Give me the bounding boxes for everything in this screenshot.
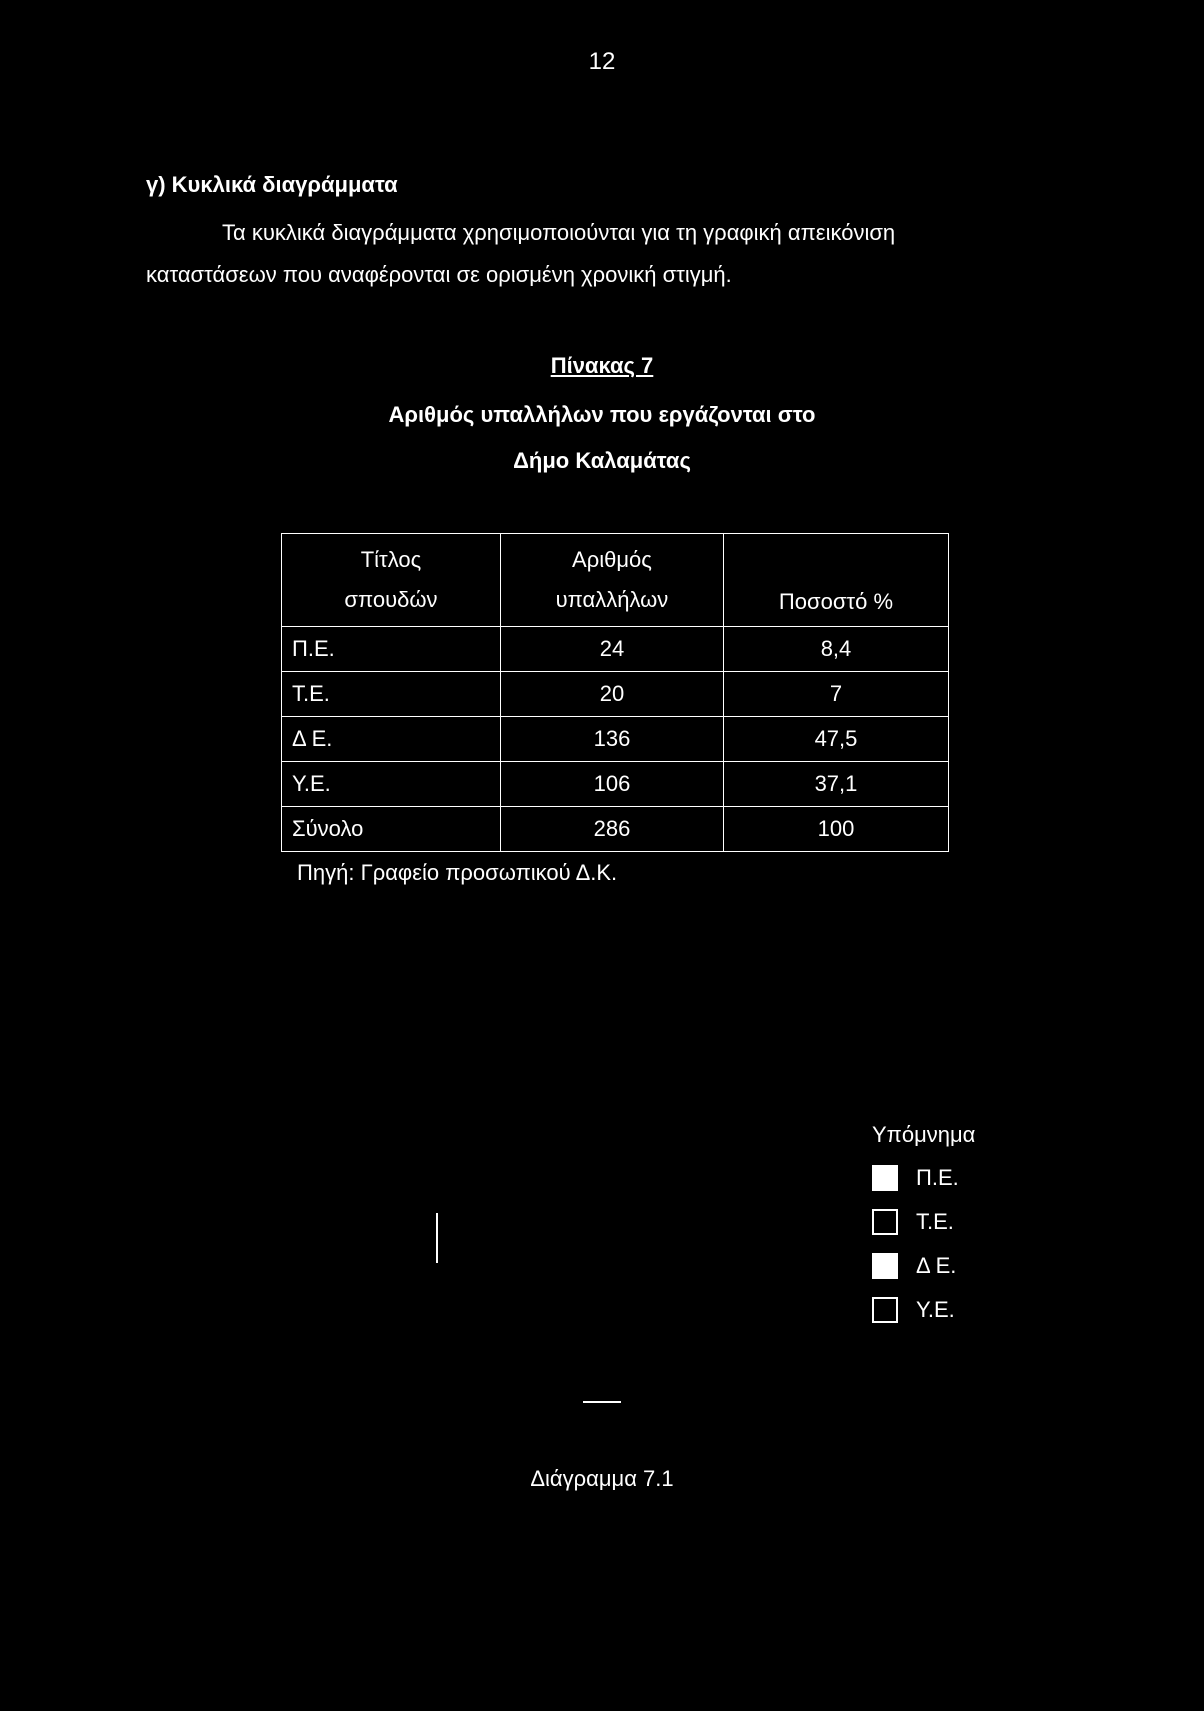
legend-label: Δ Ε.	[916, 1253, 957, 1278]
cell-percent: 8,4	[723, 627, 948, 672]
cell-percent: 47,5	[723, 717, 948, 762]
legend-item	[872, 1200, 975, 1244]
header-degree-title-line-1: Τίτλος	[360, 547, 422, 572]
cell-count: 106	[500, 762, 723, 807]
table-source-note: Πηγή: Γραφείο προσωπικού Δ.Κ.	[297, 860, 618, 885]
employees-table	[281, 533, 949, 852]
table-title-line-2: Δήμο Καλαμάτας	[513, 448, 691, 473]
legend-swatch	[872, 1253, 898, 1279]
table-title-line-1: Αριθμός υπαλλήλων που εργάζονται στο	[388, 402, 816, 427]
cell-title: Π.Ε.	[282, 627, 501, 672]
cell-count: 20	[500, 672, 723, 717]
header-employee-count-line-2: υπαλλήλων	[555, 587, 669, 612]
table-header-row	[282, 534, 949, 627]
intro-text-line-1: Τα κυκλικά διαγράμματα χρησιμοποιούνται για τη γραφική απεικόνιση	[222, 220, 896, 245]
header-degree-title	[282, 534, 501, 627]
cell-title: Υ.Ε.	[282, 762, 501, 807]
table-row	[282, 627, 949, 672]
legend-swatch	[872, 1209, 898, 1235]
table-row	[282, 672, 949, 717]
table-row	[282, 762, 949, 807]
cell-count: 136	[500, 717, 723, 762]
chart-legend	[872, 1122, 975, 1332]
legend-swatch	[872, 1297, 898, 1323]
header-percentage	[723, 534, 948, 627]
legend-item	[872, 1156, 975, 1200]
cell-percent: 100	[723, 807, 948, 852]
pie-chart-fragment-line	[436, 1213, 438, 1263]
cell-title: Σύνολο	[282, 807, 501, 852]
legend-label: Π.Ε.	[916, 1165, 959, 1190]
legend-title: Υπόμνημα	[872, 1122, 976, 1147]
page-number: 12	[588, 48, 616, 75]
header-percentage-label: Ποσοστό %	[778, 589, 894, 614]
cell-percent: 7	[723, 672, 948, 717]
cell-count: 286	[500, 807, 723, 852]
legend-swatch	[872, 1165, 898, 1191]
cell-count: 24	[500, 627, 723, 672]
header-employee-count	[500, 534, 723, 627]
cell-title: Δ Ε.	[282, 717, 501, 762]
cell-title: Τ.Ε.	[282, 672, 501, 717]
intro-text-line-2: καταστάσεων που αναφέρονται σε ορισμένη χρονική στιγμή.	[146, 262, 732, 287]
diagram-caption: Διάγραμμα 7.1	[530, 1466, 674, 1491]
section-heading: γ) Κυκλικά διαγράμματα	[146, 172, 398, 197]
legend-item	[872, 1244, 975, 1288]
header-degree-title-line-2: σπουδών	[344, 587, 438, 612]
legend-item	[872, 1288, 975, 1332]
table-total-row	[282, 807, 949, 852]
cell-percent: 37,1	[723, 762, 948, 807]
pie-chart-fragment-dash	[583, 1401, 621, 1403]
legend-label: Υ.Ε.	[916, 1297, 955, 1322]
table-row	[282, 717, 949, 762]
header-employee-count-line-1: Αριθμός	[572, 547, 652, 572]
table-label: Πίνακας 7	[550, 353, 654, 378]
legend-label: Τ.Ε.	[916, 1209, 954, 1234]
